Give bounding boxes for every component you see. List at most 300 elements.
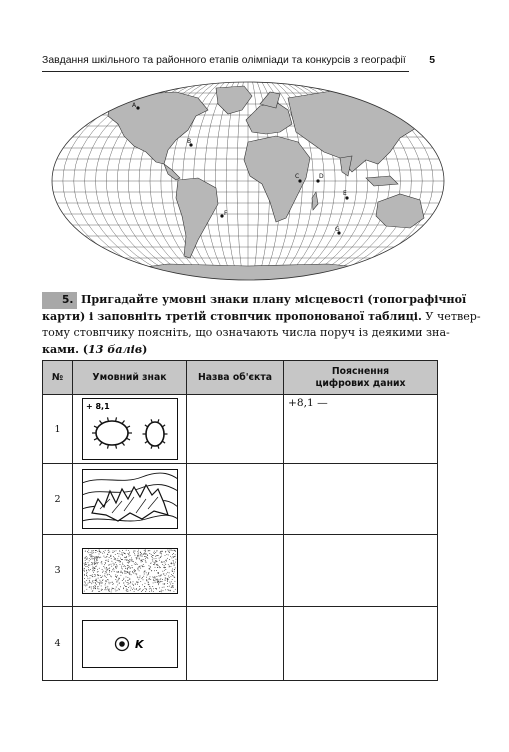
- sand-dot: [103, 550, 104, 551]
- sand-dot: [153, 558, 154, 559]
- sand-dot: [153, 561, 154, 562]
- sand-dot: [107, 560, 108, 561]
- sand-dot: [118, 577, 119, 578]
- sand-dot: [128, 565, 129, 566]
- explain-cell[interactable]: [284, 395, 438, 464]
- name-cell[interactable]: [187, 395, 284, 464]
- sand-dot: [120, 574, 121, 575]
- sand-dot: [106, 581, 107, 582]
- sand-dot: [170, 566, 171, 567]
- sand-dot: [154, 555, 155, 556]
- sand-dot: [99, 581, 100, 582]
- sand-dot: [142, 588, 143, 589]
- sand-dot: [149, 566, 150, 567]
- sand-dot: [98, 567, 99, 568]
- sand-dot: [134, 554, 135, 555]
- sand-dot: [163, 561, 164, 562]
- sand-dot: [157, 580, 158, 581]
- sand-dot: [163, 565, 164, 566]
- sand-dot: [138, 555, 139, 556]
- header-explain-line2: цифрових даних: [315, 377, 406, 389]
- sand-dot: [159, 566, 160, 567]
- sand-dot: [169, 590, 170, 591]
- name-cell[interactable]: [187, 464, 284, 535]
- sand-dot: [112, 550, 113, 551]
- sand-dot: [114, 563, 115, 564]
- sand-dot: [112, 583, 113, 584]
- sand-dot: [87, 578, 88, 579]
- sand-dot: [164, 554, 165, 555]
- sand-dot: [93, 562, 94, 563]
- sand-dot: [93, 568, 94, 569]
- sand-dot: [112, 569, 113, 570]
- sand-dot: [126, 568, 127, 569]
- sand-dot: [153, 564, 154, 565]
- sand-dot: [110, 558, 111, 559]
- sand-dot: [94, 559, 95, 560]
- sand-dot: [137, 549, 138, 550]
- sand-dot: [104, 580, 105, 581]
- sign-cell: [73, 395, 187, 464]
- sand-dot: [154, 576, 155, 577]
- sand-dot: [102, 575, 103, 576]
- sand-dot: [173, 553, 174, 554]
- sand-dot: [168, 575, 169, 576]
- sand-dot: [84, 559, 85, 560]
- task-line-4: [42, 342, 436, 359]
- sand-dot: [126, 564, 127, 565]
- sand-dot: [104, 561, 105, 562]
- sand-dot: [94, 562, 95, 563]
- sand-dot: [131, 565, 132, 566]
- sand-dot: [168, 585, 169, 586]
- sand-dot: [173, 549, 174, 550]
- sand-dot: [108, 549, 109, 550]
- task-line2-bold: карти) і заповніть третій стовпчик пропонованої таблиці.: [42, 309, 422, 323]
- sand-dot: [111, 589, 112, 590]
- sand-dot: [130, 566, 131, 567]
- sand-dot: [148, 590, 149, 591]
- sand-dot: [113, 569, 114, 570]
- sand-dot: [116, 577, 117, 578]
- sand-dot: [113, 556, 114, 557]
- sign-cell: [73, 464, 187, 535]
- sand-dot: [168, 572, 169, 573]
- sand-dot: [123, 588, 124, 589]
- sand-dot: [95, 582, 96, 583]
- sand-dot: [133, 587, 134, 588]
- task-line-2: [42, 309, 481, 326]
- sand-dot: [128, 566, 129, 567]
- sand-dot: [101, 582, 102, 583]
- task-line-3: тому стовпчику поясніть, що означають числа поруч із деякими зна-: [42, 326, 450, 340]
- sand-dot: [129, 558, 130, 559]
- sand-dot: [175, 561, 176, 562]
- sand-dot: [163, 573, 164, 574]
- sand-dot: [98, 556, 99, 557]
- sand-dot: [141, 559, 142, 560]
- sand-dot: [125, 580, 126, 581]
- sand-dot: [173, 564, 174, 565]
- sand-dot: [116, 566, 117, 567]
- sand-dot: [92, 558, 93, 559]
- sand-dot: [162, 590, 163, 591]
- sand-dot: [152, 588, 153, 589]
- sand-dot: [111, 565, 112, 566]
- sign-rocks-symbol: [82, 469, 178, 529]
- sand-dot: [88, 586, 89, 587]
- map-point-a: [136, 106, 139, 109]
- sand-dot: [141, 584, 142, 585]
- sand-dot: [91, 555, 92, 556]
- sand-dot: [142, 561, 143, 562]
- sand-dot: [171, 573, 172, 574]
- sand-dot: [150, 562, 151, 563]
- sand-dot: [161, 579, 162, 580]
- sand-dot: [138, 566, 139, 567]
- sand-dot: [127, 566, 128, 567]
- sand-dot: [166, 579, 167, 580]
- sand-dot: [160, 550, 161, 551]
- sand-dot: [114, 553, 115, 554]
- sand-dot: [137, 577, 138, 578]
- sand-dot: [130, 587, 131, 588]
- sand-dot: [128, 555, 129, 556]
- sand-dot: [133, 551, 134, 552]
- sand-dot: [100, 582, 101, 583]
- sand-dot: [86, 575, 87, 576]
- sand-dot: [155, 558, 156, 559]
- sand-dot: [118, 571, 119, 572]
- sand-dot: [138, 589, 139, 590]
- sand-dot: [118, 555, 119, 556]
- sand-dot: [161, 555, 162, 556]
- sand-dot: [108, 570, 109, 571]
- sand-dot: [120, 554, 121, 555]
- sand-dot: [103, 566, 104, 567]
- sand-dot: [125, 559, 126, 560]
- sand-dot: [116, 560, 117, 561]
- page-number: 5: [429, 55, 435, 66]
- sand-dot: [120, 572, 121, 573]
- sand-dot: [165, 569, 166, 570]
- sand-dot: [117, 571, 118, 572]
- sand-dot: [174, 588, 175, 589]
- sand-dot: [107, 587, 108, 588]
- task-line4-start: ками. (: [42, 342, 89, 356]
- sand-dot: [172, 560, 173, 561]
- sand-dot: [120, 570, 121, 571]
- sand-dot: [160, 574, 161, 575]
- sand-dot: [156, 550, 157, 551]
- sand-dot: [149, 576, 150, 577]
- sand-dot: [97, 577, 98, 578]
- sand-dot: [90, 556, 91, 557]
- sand-dot: [167, 581, 168, 582]
- sand-dot: [166, 560, 167, 561]
- name-cell[interactable]: [187, 607, 284, 681]
- sand-dot: [84, 573, 85, 574]
- sand-dot: [133, 570, 134, 571]
- sand-dot: [154, 577, 155, 578]
- sand-dot: [92, 588, 93, 589]
- sand-dot: [85, 582, 86, 583]
- sand-dot: [93, 564, 94, 565]
- explain-cell[interactable]: [284, 464, 438, 535]
- sand-dot: [106, 559, 107, 560]
- sand-dot: [140, 559, 141, 560]
- sand-dot: [158, 575, 159, 576]
- sand-dot: [143, 575, 144, 576]
- sand-dot: [104, 549, 105, 550]
- sand-dot: [90, 574, 91, 575]
- sand-dot: [91, 583, 92, 584]
- sand-dot: [124, 559, 125, 560]
- sand-dot: [104, 575, 105, 576]
- sand-dot: [115, 562, 116, 563]
- sand-dot: [116, 589, 117, 590]
- sand-dot: [109, 582, 110, 583]
- sand-dot: [125, 572, 126, 573]
- sand-dot: [132, 571, 133, 572]
- sand-dot: [173, 571, 174, 572]
- sand-dot: [95, 551, 96, 552]
- sand-dot: [144, 582, 145, 583]
- sand-dot: [110, 575, 111, 576]
- sand-dot: [132, 567, 133, 568]
- sand-dot: [172, 587, 173, 588]
- sand-dot: [106, 553, 107, 554]
- sand-dot: [130, 582, 131, 583]
- sand-dot: [167, 571, 168, 572]
- sand-dot: [167, 557, 168, 558]
- sand-dot: [169, 549, 170, 550]
- sand-dot: [158, 572, 159, 573]
- sand-dot: [93, 556, 94, 557]
- sand-dot: [159, 559, 160, 560]
- sand-dot: [134, 571, 135, 572]
- sand-dot: [126, 560, 127, 561]
- explain-cell[interactable]: [284, 607, 438, 681]
- sand-dot: [93, 586, 94, 587]
- sand-dot: [95, 583, 96, 584]
- sand-dot: [130, 574, 131, 575]
- sand-dot: [94, 560, 95, 561]
- sand-dot: [97, 563, 98, 564]
- sand-dot: [128, 561, 129, 562]
- sand-dot: [93, 563, 94, 564]
- sand-dot: [150, 554, 151, 555]
- sand-dot: [126, 582, 127, 583]
- sand-dot: [146, 580, 147, 581]
- sand-dot: [107, 589, 108, 590]
- sand-dot: [173, 590, 174, 591]
- sand-dot: [135, 557, 136, 558]
- sand-dot: [122, 550, 123, 551]
- sand-dot: [86, 573, 87, 574]
- explain-cell[interactable]: [284, 535, 438, 607]
- sand-dot: [120, 586, 121, 587]
- sand-dot: [89, 577, 90, 578]
- name-cell[interactable]: [187, 535, 284, 607]
- sand-dot: [93, 558, 94, 559]
- sand-dot: [129, 571, 130, 572]
- sand-dot: [104, 564, 105, 565]
- sand-dot: [172, 556, 173, 557]
- sand-dot: [135, 561, 136, 562]
- sand-dot: [164, 562, 165, 563]
- sand-dot: [136, 587, 137, 588]
- signs-table: [42, 360, 438, 681]
- sand-dot: [107, 579, 108, 580]
- sand-dot: [107, 551, 108, 552]
- sand-dot: [107, 573, 108, 574]
- sand-dot: [110, 563, 111, 564]
- sand-dot: [84, 578, 85, 579]
- sand-dot: [90, 586, 91, 587]
- sand-dot: [123, 582, 124, 583]
- sand-dot: [132, 572, 133, 573]
- sand-dot: [170, 563, 171, 564]
- sand-dot: [156, 576, 157, 577]
- sand-dot: [84, 564, 85, 565]
- sand-dot: [101, 561, 102, 562]
- sand-dot: [171, 557, 172, 558]
- sand-dot: [153, 564, 154, 565]
- sand-dot: [121, 554, 122, 555]
- sand-dot: [84, 581, 85, 582]
- map-graticule-group: [48, 80, 448, 283]
- sand-dot: [91, 550, 92, 551]
- task-line4-end: ): [142, 342, 148, 356]
- sand-dot: [84, 557, 85, 558]
- sand-dot: [134, 563, 135, 564]
- sand-dot: [108, 581, 109, 582]
- sand-dot: [128, 587, 129, 588]
- sand-dot: [108, 588, 109, 589]
- sand-dot: [165, 559, 166, 560]
- sand-dot: [104, 589, 105, 590]
- sand-dot: [100, 581, 101, 582]
- sand-dot: [129, 577, 130, 578]
- sand-dot: [146, 576, 147, 577]
- sand-dot: [144, 549, 145, 550]
- sand-dot: [142, 554, 143, 555]
- sand-dot: [97, 550, 98, 551]
- sand-dot: [171, 570, 172, 571]
- sand-dot: [129, 555, 130, 556]
- sand-dot: [114, 558, 115, 559]
- sand-dot: [95, 557, 96, 558]
- sand-dot: [112, 588, 113, 589]
- sand-dot: [164, 575, 165, 576]
- sand-dot: [138, 570, 139, 571]
- sand-dot: [85, 556, 86, 557]
- sand-dot: [110, 576, 111, 577]
- sand-dot: [158, 566, 159, 567]
- sand-dot: [134, 588, 135, 589]
- sand-dot: [131, 558, 132, 559]
- sand-dot: [137, 590, 138, 591]
- sand-dot: [119, 550, 120, 551]
- sand-dot: [173, 576, 174, 577]
- sand-dot: [170, 555, 171, 556]
- sand-dot: [110, 591, 111, 592]
- sand-dot: [123, 577, 124, 578]
- sand-dot: [106, 555, 107, 556]
- sand-dot: [154, 563, 155, 564]
- sand-dot: [132, 589, 133, 590]
- sand-dot: [127, 562, 128, 563]
- sand-dot: [169, 559, 170, 560]
- header-sign: Умовний знак: [73, 361, 187, 395]
- sand-dot: [125, 585, 126, 586]
- sand-dot: [167, 549, 168, 550]
- sand-dot: [157, 579, 158, 580]
- sand-dot: [171, 585, 172, 586]
- sand-dot: [125, 576, 126, 577]
- sand-dot: [144, 570, 145, 571]
- sand-dot: [107, 568, 108, 569]
- sand-dot: [160, 551, 161, 552]
- sand-dot: [158, 591, 159, 592]
- sand-dot: [143, 571, 144, 572]
- sand-dot: [116, 571, 117, 572]
- sand-dot: [92, 562, 93, 563]
- sand-dot: [92, 582, 93, 583]
- sand-dot: [114, 557, 115, 558]
- sand-dot: [154, 553, 155, 554]
- sand-dot: [121, 559, 122, 560]
- sand-dot: [147, 550, 148, 551]
- sand-dot: [101, 563, 102, 564]
- sand-dot: [89, 551, 90, 552]
- running-title: Завдання шкільного та районного етапів олімпіади та конкурсів з географії: [42, 55, 406, 66]
- sand-dot: [91, 568, 92, 569]
- sand-dot: [162, 583, 163, 584]
- sand-dot: [92, 589, 93, 590]
- table-header-row: [43, 361, 438, 395]
- sand-dot: [152, 582, 153, 583]
- sand-dot: [145, 556, 146, 557]
- sand-dot: [124, 570, 125, 571]
- sand-dot: [87, 566, 88, 567]
- sand-dot: [123, 565, 124, 566]
- sand-dot: [139, 565, 140, 566]
- sand-dot: [94, 565, 95, 566]
- sand-dot: [173, 557, 174, 558]
- sand-dot: [110, 555, 111, 556]
- sand-dot: [95, 574, 96, 575]
- row-number: 4: [43, 607, 73, 681]
- task-line1-text: Пригадайте умовні знаки плану місцевості (топографічної: [80, 293, 467, 306]
- sand-dot: [116, 580, 117, 581]
- sand-dot: [145, 591, 146, 592]
- sand-dot: [91, 561, 92, 562]
- sand-dot: [127, 582, 128, 583]
- sign-label-elevation: + 8,1: [85, 402, 110, 411]
- sand-dot: [100, 588, 101, 589]
- sand-dot: [136, 555, 137, 556]
- row-number: 3: [43, 535, 73, 607]
- sand-dot: [91, 575, 92, 576]
- sand-dot: [159, 582, 160, 583]
- sand-dot: [144, 552, 145, 553]
- sand-dot: [88, 549, 89, 550]
- sand-dot: [111, 571, 112, 572]
- sand-dot: [107, 550, 108, 551]
- sand-dot: [155, 564, 156, 565]
